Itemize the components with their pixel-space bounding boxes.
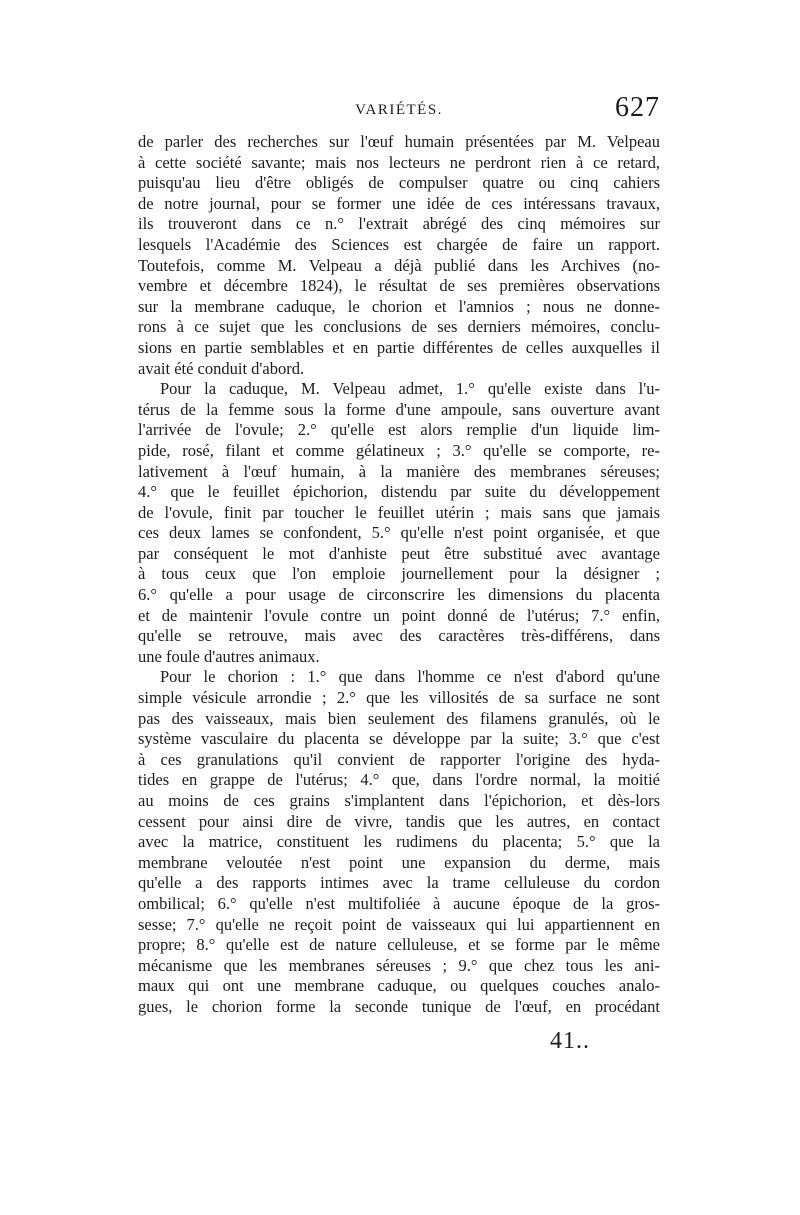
text-line: térus de la femme sous la forme d'une ampoule, sans ouverture avant bbox=[138, 399, 660, 419]
text-line: propre; 8.° qu'elle est de nature celluleuse, et se forme par le même bbox=[138, 935, 660, 955]
text-line: tides en grappe de l'utérus; 4.° que, dans l'ordre normal, la moitié bbox=[138, 770, 660, 790]
text-line: pide, rosé, filant et comme gélatineux ; 3.° qu'elle se comporte, re- bbox=[138, 440, 660, 460]
text-line: puisqu'au lieu d'être obligés de compulser quatre ou cinq cahiers bbox=[138, 173, 660, 193]
text-line: de notre journal, pour se former une idée de ces intéressans travaux, bbox=[138, 193, 660, 213]
text-line: ils trouveront dans ce n.° l'extrait abrégé des cinq mémoires sur bbox=[138, 214, 660, 234]
signature-mark: 41.. bbox=[550, 1028, 590, 1054]
text-line: une foule d'autres animaux. bbox=[138, 646, 320, 666]
text-line: et de maintenir l'ovule contre un point donné de l'utérus; 7.° enfin, bbox=[138, 605, 660, 625]
text-line: membrane veloutée n'est point une expansion du derme, mais bbox=[138, 852, 660, 872]
text-line: 6.° qu'elle a pour usage de circonscrire les dimensions du placenta bbox=[138, 585, 660, 605]
text-line: gues, le chorion forme la seconde tunique de l'œuf, en procédant bbox=[138, 996, 660, 1016]
text-line: l'arrivée de l'ovule; 2.° qu'elle est alors remplie d'un liquide lim- bbox=[138, 420, 660, 440]
page-number: 627 bbox=[615, 92, 660, 123]
text-line: au moins de ces grains s'implantent dans l'épichorion, et dès-lors bbox=[138, 791, 660, 810]
text-line: 4.° que le feuillet épichorion, distendu par suite du développement bbox=[138, 482, 660, 502]
text-line: cessent pour ainsi dire de vivre, tandis que les autres, en contact bbox=[138, 811, 660, 831]
text-line: sions en partie semblables et en partie différentes de celles auxquelles il bbox=[138, 337, 660, 357]
text-line: Pour le chorion : 1.° que dans l'homme ce n'est d'abord qu'une bbox=[160, 667, 660, 687]
text-line: ombilical; 6.° qu'elle n'est multifoliée à aucune époque de la gros- bbox=[138, 893, 660, 913]
text-line: à ces granulations qu'il convient de rapporter l'origine des hyda- bbox=[138, 749, 660, 769]
text-line: sesse; 7.° qu'elle ne reçoit point de vaisseaux qui lui appartiennent en bbox=[138, 914, 660, 934]
text-line: avait été conduit d'abord. bbox=[138, 358, 305, 378]
text-line: à cette société savante; mais nos lecteurs ne perdront rien à ce retard, bbox=[138, 152, 660, 172]
text-line: sur la membrane caduque, le chorion et l'amnios ; nous ne donne- bbox=[138, 296, 660, 316]
text-line: mécanisme que les membranes séreuses ; 9.° que chez tous les ani- bbox=[138, 955, 660, 975]
body-text bbox=[138, 132, 660, 1018]
text-line: lativement à l'œuf humain, à la manière des membranes séreuses; bbox=[138, 461, 660, 481]
text-line: à tous ceux que l'on emploie journellement pour la désigner ; bbox=[138, 564, 660, 584]
text-line: Pour la caduque, M. Velpeau admet, 1.° qu'elle existe dans l'u- bbox=[160, 379, 660, 399]
text-line: système vasculaire du placenta se développe par la suite; 3.° que c'est bbox=[138, 729, 660, 749]
running-head: VARIÉTÉS. bbox=[355, 102, 443, 118]
text-line: lesquels l'Académie des Sciences est chargée de faire un rapport. bbox=[138, 234, 660, 254]
text-line: ces deux lames se confondent, 5.° qu'elle n'est point organisée, et que bbox=[138, 523, 660, 543]
text-line: par conséquent le mot d'anhiste peut être substitué avec avantage bbox=[138, 543, 660, 563]
text-line: maux qui ont une membrane caduque, ou quelques couches analo- bbox=[138, 976, 660, 996]
text-line: simple vésicule arrondie ; 2.° que les villosités de sa surface ne sont bbox=[138, 688, 660, 708]
text-line: vembre et décembre 1824), le résultat de ses premières observations bbox=[138, 276, 660, 296]
text-line: avec la matrice, constituent les rudimens du placenta; 5.° que la bbox=[138, 832, 660, 852]
text-line: de l'ovule, finit par toucher le feuillet utérin ; mais sans que jamais bbox=[138, 502, 660, 522]
text-line: qu'elle a des rapports intimes avec la trame celluleuse du cordon bbox=[138, 873, 660, 893]
text-line: pas des vaisseaux, mais bien seulement des filamens granulés, où le bbox=[138, 708, 660, 728]
page-header bbox=[138, 92, 660, 132]
text-line: qu'elle se retrouve, mais avec des caractères très-différens, dans bbox=[138, 626, 660, 646]
text-line: de parler des recherches sur l'œuf humain présentées par M. Velpeau bbox=[138, 132, 660, 151]
text-line: Toutefois, comme M. Velpeau a déjà publié dans les Archives (no- bbox=[138, 255, 660, 275]
text-line: rons à ce sujet que les conclusions de ses derniers mémoires, conclu- bbox=[138, 317, 660, 337]
